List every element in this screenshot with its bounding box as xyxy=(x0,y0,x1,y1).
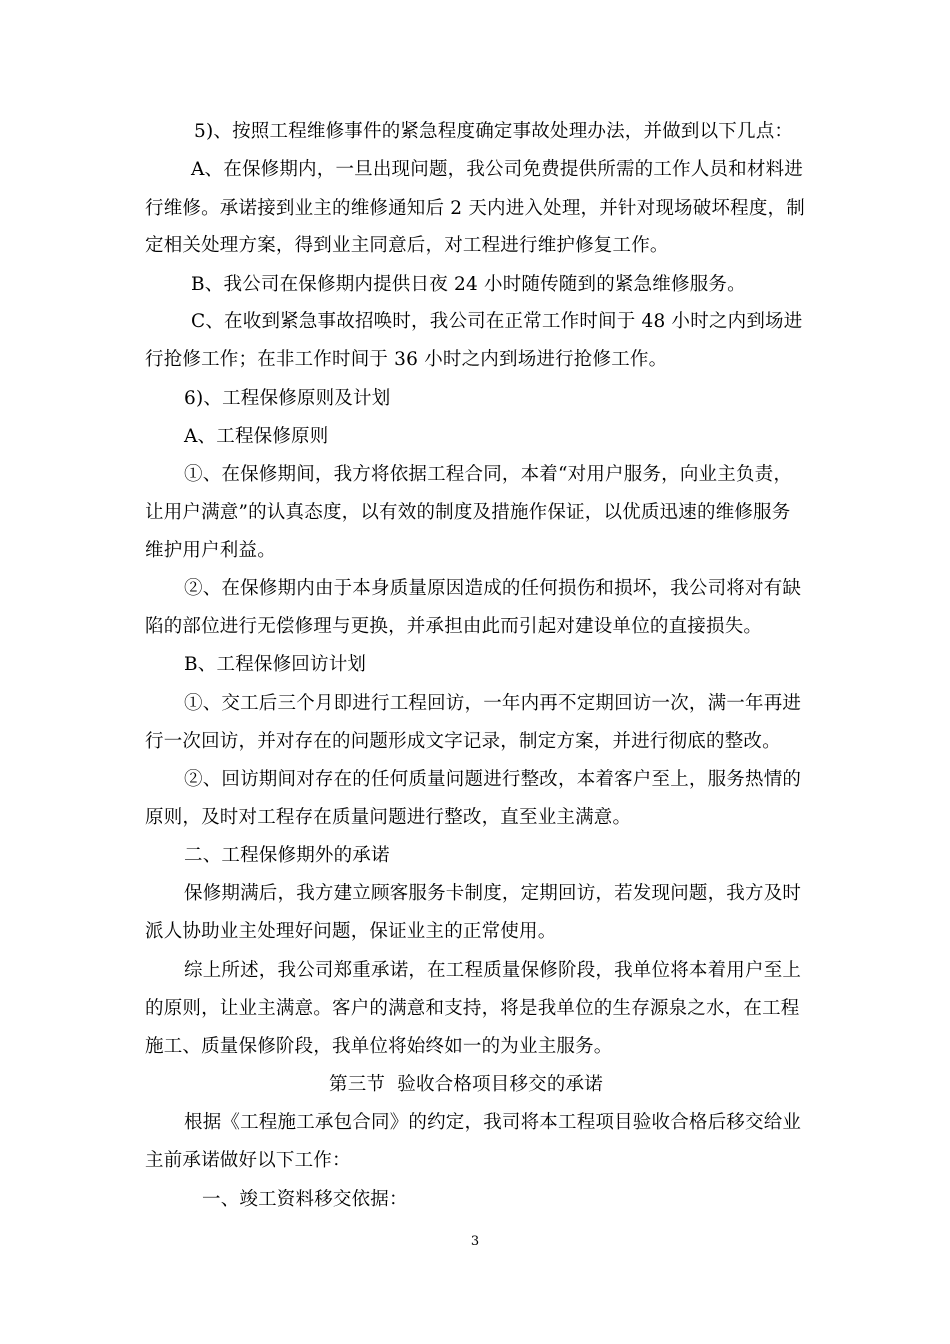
text-line: 5)、按照工程维修事件的紧急程度确定事故处理办法，并做到以下几点： xyxy=(194,121,794,142)
text-line: 维护用户利益。 xyxy=(145,540,276,561)
text-line: ②、在保修期内由于本身质量原因造成的任何损伤和损坏，我公司将对有缺 xyxy=(184,578,802,599)
section-heading: B、工程保修回访计划 xyxy=(184,654,367,675)
text-line: 定相关处理方案，得到业主同意后，对工程进行维护修复工作。 xyxy=(145,235,669,256)
text-line: A、在保修期内，一旦出现问题，我公司免费提供所需的工作人员和材料进 xyxy=(191,159,803,180)
page-number: 3 xyxy=(470,1234,480,1249)
text-line: C、在收到紧急事故招唤时，我公司在正常工作时间于 48 小时之内到场进 xyxy=(191,311,803,332)
text-line: 陷的部位进行无偿修理与更换，并承担由此而引起对建设单位的直接损失。 xyxy=(145,616,763,637)
text-line: B、我公司在保修期内提供日夜 24 小时随传随到的紧急维修服务。 xyxy=(191,274,746,295)
section-heading: A、工程保修原则 xyxy=(184,426,329,447)
section-heading: 6)、工程保修原则及计划 xyxy=(184,388,391,409)
text-line: ②、回访期间对存在的任何质量问题进行整改，本着客户至上，服务热情的 xyxy=(184,769,802,790)
text-line: 行维修。承诺接到业主的维修通知后 2 天内进入处理，并针对现场破坏程度，制 xyxy=(145,198,805,219)
text-line: 行一次回访，并对存在的问题形成文字记录，制定方案，并进行彻底的整改。 xyxy=(145,731,781,752)
text-line: 让用户满意”的认真态度，以有效的制度及措施作保证，以优质迅速的维修服务 xyxy=(145,502,791,523)
text-line: ①、在保修期间，我方将依据工程合同，本着“对用户服务，向业主负责， xyxy=(184,464,793,485)
text-line: ①、交工后三个月即进行工程回访，一年内再不定期回访一次，满一年再进 xyxy=(184,693,802,714)
text-line: 施工、质量保修阶段，我单位将始终如一的为业主服务。 xyxy=(145,1036,613,1057)
text-line: 综上所述，我公司郑重承诺，在工程质量保修阶段，我单位将本着用户至上 xyxy=(184,960,802,981)
section-heading: 一、竣工资料移交依据： xyxy=(202,1189,408,1210)
section-heading: 二、工程保修期外的承诺 xyxy=(184,845,390,866)
text-line: 根据《工程施工承包合同》的约定，我司将本工程项目验收合格后移交给业 xyxy=(184,1112,802,1133)
text-line: 保修期满后，我方建立顾客服务卡制度，定期回访，若发现问题，我方及时 xyxy=(184,883,802,904)
text-line: 行抢修工作；在非工作时间于 36 小时之内到场进行抢修工作。 xyxy=(145,349,668,370)
text-line: 派人协助业主处理好问题，保证业主的正常使用。 xyxy=(145,921,557,942)
text-line: 原则，及时对工程存在质量问题进行整改，直至业主满意。 xyxy=(145,807,632,828)
text-line: 的原则，让业主满意。客户的满意和支持，将是我单位的生存源泉之水，在工程 xyxy=(145,998,800,1019)
section-title: 第三节 验收合格项目移交的承诺 xyxy=(329,1074,603,1095)
text-line: 主前承诺做好以下工作： xyxy=(145,1150,351,1171)
